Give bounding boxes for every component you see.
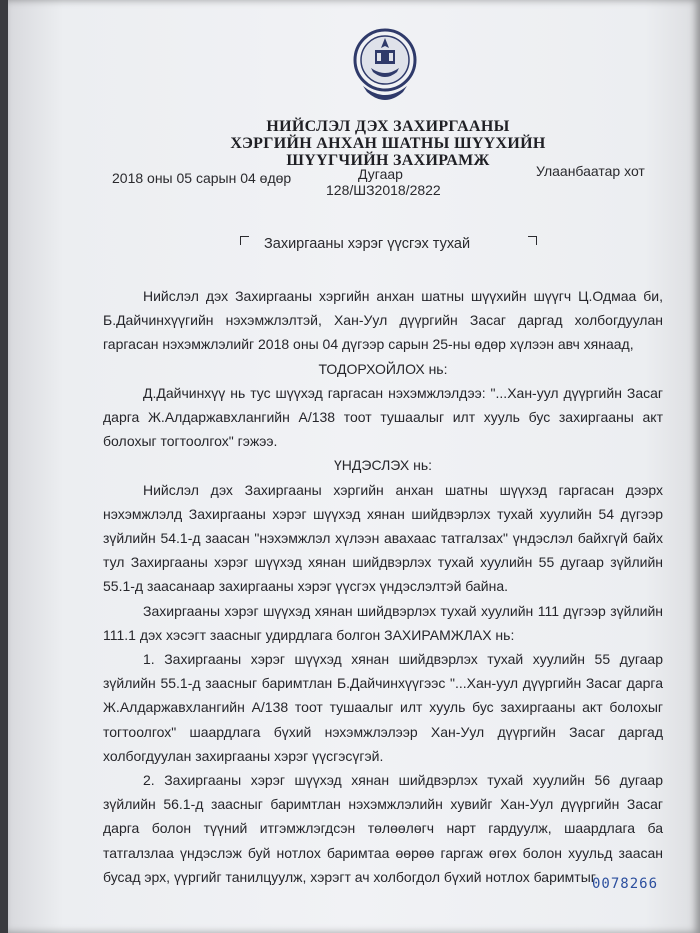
- court-header: [208, 118, 568, 169]
- paragraph-order-2: 2. Захиргааны хэрэг шүүхэд хянан шийдвэрлэх тухай хуулийн 56 дугаар зүйлийн 56.1-д заасныг баримтлан нэхэмжлэлийн хувийг Хан-Уул дүүргийн Засаг дарга болон түүний итгэмжлэгдсэн төлөөлөгч нарт гардуулж, шаардлага ба татгалзлаа үндэслэж буй нотлох баримтаа өөрөө гаргаж өгөх болон хуульд заасан бусад эрх, үүргийг танилцуулж, хэрэгт ач холбогдол бүхий нотлох баримтыг: [103, 772, 663, 885]
- number-value: 128/ШЗ2018/2822: [326, 182, 441, 198]
- header-line-3: ШҮҮГЧИЙН ЗАХИРАМЖ: [286, 152, 490, 169]
- paragraph-claim: Д.Дайчинхүү нь тус шүүхэд гаргасан нэхэмжлэлдээ: "...Хан-уул дүүргийн Засаг дарга Ж.Алдаржавхлангийн А/138 тоот тушаалыг илт хууль бус захиргааны акт болохыг тогтоолгох" гэжээ.: [103, 384, 663, 450]
- section-heading-determine: ТОДОРХОЙЛОХ нь:: [318, 360, 448, 377]
- corner-mark-left: [240, 236, 249, 245]
- document-body: [103, 284, 663, 889]
- corner-mark-right: [528, 236, 537, 245]
- header-line-2: ХЭРГИЙН АНХАН ШАТНЫ ШҮҮХИЙН: [230, 135, 546, 152]
- document-page: [8, 0, 700, 933]
- paragraph-grounds: Нийслэл дэх Захиргааны хэргийн анхан шатны шүүхэд гаргасан дээрх нэхэмжлэлд Захиргааны хэрэг шүүхэд хянан шийдвэрлэх тухай хуулийн 54 дүгээр зүйлийн 54.1-д заасан "нэхэмжлэл хүлээн авахаас татгалзах" үндэслэл байхгүй байх тул Захиргааны хэрэг шүүхэд хянан шийдвэрлэх тухай хуулийн 55 дугаар зүйлийн 55.1-д заасанаар захиргааны хэрэг үүсгэх үндэслэлтэй байна.: [103, 481, 663, 595]
- paragraph-order-1: 1. Захиргааны хэрэг шүүхэд хянан шийдвэрлэх тухай хуулийн 55 дугаар зүйлийн 55.1-д заасныг баримтлан Б.Дайчинхүүгээс "...Хан-уул дүүргийн Засаг дарга Ж.Алдаржавхлангийн А/138 тоот тушаалыг илт хууль бус захиргааны акт болохыг тогтоолгох" шаардлага бүхий нэхэмжлэлээр Хан-Уул дүүргийн Засаг даргад холбогдуулан захиргааны хэрэг үүсгэсүгэй.: [103, 651, 663, 764]
- paragraph-order-basis: Захиргааны хэрэг шүүхэд хянан шийдвэрлэх тухай хуулийн 111 дүгээр зүйлийн 111.1 дэх хэсэгт заасныг удирдлага болгон ЗАХИРАМЖЛАХ нь:: [103, 602, 663, 643]
- paragraph-intro: Нийслэл дэх Захиргааны хэргийн анхан шатны шүүхийн шүүгч Ц.Одмаа би, Б.Дайчинхүүгийн нэхэмжлэлтэй, Хан-Уул дүүргийн Засаг даргад холбогдуулан гаргасан нэхэмжлэлийг 2018 оны 04 дүгээр сарын 25-ны өдөр хүлээн авч хянаад,: [103, 288, 663, 353]
- number-label: Дугаар: [358, 166, 403, 182]
- state-emblem-icon: [353, 22, 417, 110]
- city-name: Улаанбаатар хот: [536, 163, 645, 179]
- serial-stamp: 0078266: [592, 876, 659, 892]
- order-date: 2018 оны 05 сарын 04 өдөр: [112, 170, 292, 186]
- header-line-1: НИЙСЛЭЛ ДЭХ ЗАХИРГААНЫ: [266, 118, 510, 135]
- section-heading-grounds: ҮНДЭСЛЭХ нь:: [334, 457, 432, 474]
- document-subject: Захиргааны хэрэг үүсгэх тухай: [264, 236, 471, 252]
